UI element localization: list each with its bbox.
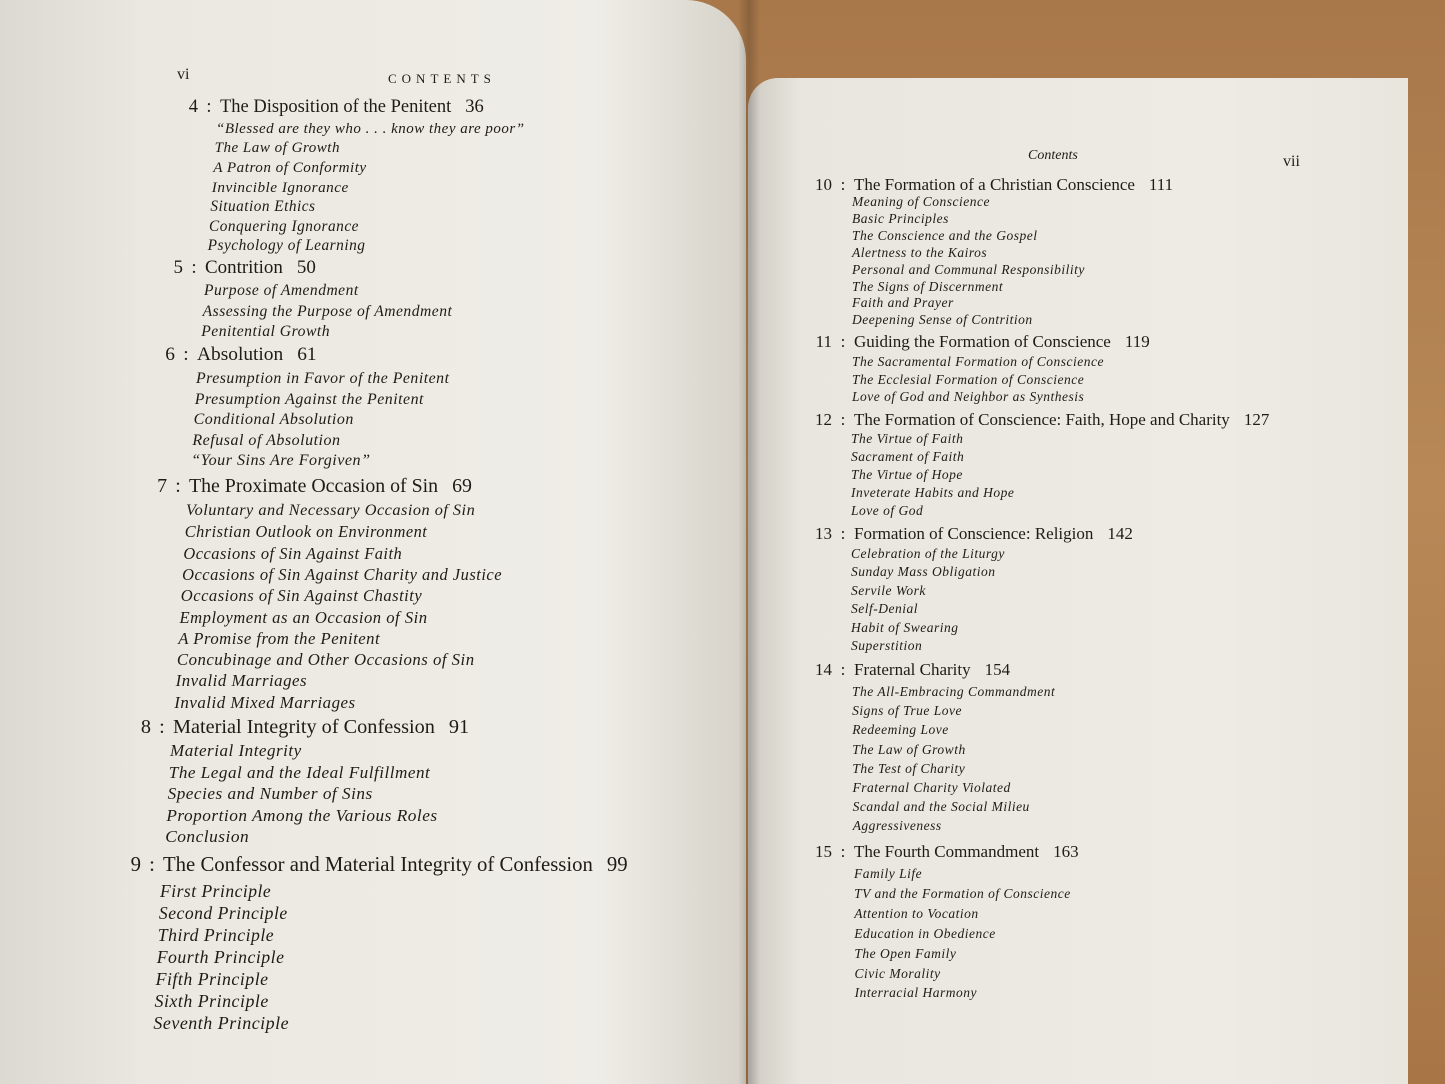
section-entry: Attention to Vocation xyxy=(854,905,979,921)
section-entry: The Sacramental Formation of Conscience xyxy=(852,354,1104,369)
chapter-number: 8 xyxy=(140,716,151,738)
section-entry: Basic Principles xyxy=(852,210,949,226)
chapter-page-number: 69 xyxy=(452,475,472,497)
section-entry: Fifth Principle xyxy=(155,969,269,989)
section-entry: The Conscience and the Gospel xyxy=(852,227,1038,243)
section-entry: Third Principle xyxy=(157,925,275,945)
section-entry: Invalid Mixed Marriages xyxy=(174,692,356,712)
section-entry: Meaning of Conscience xyxy=(852,194,990,209)
section-entry: Signs of True Love xyxy=(852,703,962,719)
chapter-heading-6 xyxy=(161,344,317,366)
chapter-separator: : xyxy=(840,332,846,351)
chapter-number: 5 xyxy=(173,257,183,278)
chapter-heading-11 xyxy=(810,332,1150,352)
chapter-number: 14 xyxy=(815,660,832,679)
chapter-separator: : xyxy=(206,97,212,117)
chapter-number: 9 xyxy=(130,854,141,876)
chapter-title: The Formation of Conscience: Faith, Hope and Charity xyxy=(854,410,1230,429)
section-entry: Psychology of Learning xyxy=(207,236,366,254)
chapter-page-number: 119 xyxy=(1124,332,1150,351)
section-entry: Conditional Absolution xyxy=(193,411,354,428)
section-entry: Love of God xyxy=(851,502,924,518)
chapter-page-number: 99 xyxy=(606,854,628,876)
section-entry: The Virtue of Faith xyxy=(851,431,964,446)
section-entry: Assessing the Purpose of Amendment xyxy=(202,302,453,320)
chapter-heading-12 xyxy=(810,410,1269,430)
section-entry: Faith and Prayer xyxy=(852,295,954,311)
section-entry: TV and the Formation of Conscience xyxy=(854,885,1071,901)
chapter-page-number: 111 xyxy=(1148,175,1174,194)
section-entry: Servile Work xyxy=(851,582,926,598)
section-entry: Family Life xyxy=(854,866,923,881)
chapter-page-number: 91 xyxy=(448,716,470,738)
section-entry: Aggressiveness xyxy=(852,818,942,834)
chapter-title: Formation of Conscience: Religion xyxy=(854,524,1094,543)
section-entry: Penitential Growth xyxy=(201,323,331,340)
chapter-separator: : xyxy=(159,716,165,738)
chapter-title: Material Integrity of Confession xyxy=(173,716,435,738)
chapter-separator: : xyxy=(840,524,846,543)
section-entry: Employment as an Occasion of Sin xyxy=(179,607,428,627)
chapter-separator: : xyxy=(183,344,189,365)
section-entry: A Promise from the Penitent xyxy=(178,628,381,648)
chapter-separator: : xyxy=(840,842,846,861)
section-entry: Interracial Harmony xyxy=(854,985,977,1001)
section-entry: The Virtue of Hope xyxy=(851,466,963,482)
running-head-left: CONTENTS xyxy=(388,71,496,86)
folio-left: vi xyxy=(177,66,190,83)
section-entry: Redeeming Love xyxy=(852,722,949,738)
section-entry: Personal and Communal Responsibility xyxy=(852,261,1085,277)
chapter-page-number: 50 xyxy=(296,257,316,278)
chapter-separator: : xyxy=(191,257,197,278)
chapter-heading-8 xyxy=(137,716,469,739)
section-entry: Superstition xyxy=(851,638,923,653)
chapter-heading-5 xyxy=(169,257,316,279)
section-entry: Civic Morality xyxy=(854,965,941,981)
chapter-page-number: 163 xyxy=(1053,842,1079,861)
section-entry: Purpose of Amendment xyxy=(204,282,359,299)
section-entry: Celebration of the Liturgy xyxy=(851,546,1005,561)
chapter-heading-7 xyxy=(153,475,472,498)
running-head-right: Contents xyxy=(1028,148,1078,163)
chapter-title: Fraternal Charity xyxy=(854,660,971,679)
section-entry: Christian Outlook on Environment xyxy=(184,522,428,542)
section-entry: Education in Obedience xyxy=(854,925,996,941)
section-entry: Presumption in Favor of the Penitent xyxy=(196,370,450,387)
right-page xyxy=(748,78,1408,1084)
chapter-heading-9 xyxy=(127,854,628,877)
chapter-number: 11 xyxy=(815,332,832,351)
chapter-number: 15 xyxy=(815,842,832,861)
section-entry: Occasions of Sin Against Faith xyxy=(183,543,403,563)
section-entry: Situation Ethics xyxy=(210,198,316,216)
section-entry: The Legal and the Ideal Fulfillment xyxy=(168,762,431,782)
chapter-title: The Fourth Commandment xyxy=(854,842,1040,861)
folio-right: vii xyxy=(1283,153,1300,170)
chapter-number: 13 xyxy=(815,524,832,543)
section-entry: Concubinage and Other Occasions of Sin xyxy=(176,650,475,670)
section-entry: Inveterate Habits and Hope xyxy=(851,484,1015,500)
chapter-title: Guiding the Formation of Conscience xyxy=(854,332,1111,351)
section-entry: Alertness to the Kairos xyxy=(852,244,988,260)
section-entry: The Law of Growth xyxy=(852,741,966,757)
section-entry: Refusal of Absolution xyxy=(192,431,341,449)
section-entry: Invincible Ignorance xyxy=(211,178,349,196)
section-entry: Occasions of Sin Against Charity and Justice xyxy=(182,564,503,584)
chapter-page-number: 142 xyxy=(1107,524,1133,543)
chapter-title: Absolution xyxy=(197,344,284,365)
section-entry: First Principle xyxy=(160,881,272,901)
chapter-separator: : xyxy=(149,854,155,876)
section-entry: Deepening Sense of Contrition xyxy=(852,312,1033,328)
section-entry: Fraternal Charity Violated xyxy=(852,780,1011,795)
chapter-separator: : xyxy=(840,410,846,429)
section-entry: Sacrament of Faith xyxy=(851,448,965,464)
section-entry: Self-Denial xyxy=(851,601,918,617)
chapter-number: 7 xyxy=(157,475,167,497)
chapter-title: The Proximate Occasion of Sin xyxy=(189,475,439,497)
section-entry: “Blessed are they who . . . know they are poor” xyxy=(216,121,525,137)
section-entry: Proportion Among the Various Roles xyxy=(166,805,438,825)
chapter-number: 4 xyxy=(188,97,198,117)
section-entry: Occasions of Sin Against Chastity xyxy=(180,586,423,606)
section-entry: Seventh Principle xyxy=(153,1013,290,1033)
section-entry: Habit of Swearing xyxy=(851,619,959,635)
chapter-separator: : xyxy=(175,475,181,497)
section-entry: A Patron of Conformity xyxy=(213,159,367,176)
chapter-separator: : xyxy=(840,175,846,194)
section-entry: Material Integrity xyxy=(170,741,302,760)
chapter-page-number: 154 xyxy=(984,660,1011,679)
section-entry: The Open Family xyxy=(854,945,957,961)
chapter-heading-15 xyxy=(810,842,1079,862)
chapter-heading-13 xyxy=(810,524,1133,544)
section-entry: Voluntary and Necessary Occasion of Sin xyxy=(186,501,476,519)
chapter-heading-4 xyxy=(184,97,484,118)
section-entry: The Law of Growth xyxy=(214,140,341,157)
chapter-number: 6 xyxy=(165,344,175,365)
section-entry: Scandal and the Social Milieu xyxy=(852,799,1030,815)
section-entry: The All-Embracing Commandment xyxy=(852,684,1056,699)
chapter-number: 10 xyxy=(815,175,832,194)
section-entry: Second Principle xyxy=(158,903,288,923)
chapter-heading-10 xyxy=(810,175,1173,195)
section-entry: The Test of Charity xyxy=(852,760,966,776)
section-entry: Sixth Principle xyxy=(154,991,269,1011)
book-gutter xyxy=(738,0,760,1084)
section-entry: “Your Sins Are Forgiven” xyxy=(191,452,371,469)
section-entry: Sunday Mass Obligation xyxy=(851,564,996,580)
chapter-title: Contrition xyxy=(205,257,283,278)
chapter-number: 12 xyxy=(815,410,832,429)
chapter-title: The Confessor and Material Integrity of Confession xyxy=(163,854,593,876)
chapter-title: The Formation of a Christian Conscience xyxy=(854,175,1135,194)
section-entry: The Ecclesial Formation of Conscience xyxy=(852,371,1085,387)
section-entry: Conclusion xyxy=(165,827,250,846)
section-entry: Love of God and Neighbor as Synthesis xyxy=(852,389,1085,405)
chapter-heading-14 xyxy=(810,660,1010,680)
chapter-page-number: 61 xyxy=(297,344,317,365)
section-entry: Species and Number of Sins xyxy=(167,784,373,803)
chapter-page-number: 36 xyxy=(465,97,484,117)
section-entry: Invalid Marriages xyxy=(175,671,308,691)
section-entry: Presumption Against the Penitent xyxy=(194,390,424,408)
section-entry: Conquering Ignorance xyxy=(209,217,359,235)
chapter-title: The Disposition of the Penitent xyxy=(220,97,452,117)
section-entry: Fourth Principle xyxy=(156,947,285,967)
section-entry: The Signs of Discernment xyxy=(852,278,1004,294)
chapter-separator: : xyxy=(840,660,846,679)
chapter-page-number: 127 xyxy=(1243,410,1270,429)
